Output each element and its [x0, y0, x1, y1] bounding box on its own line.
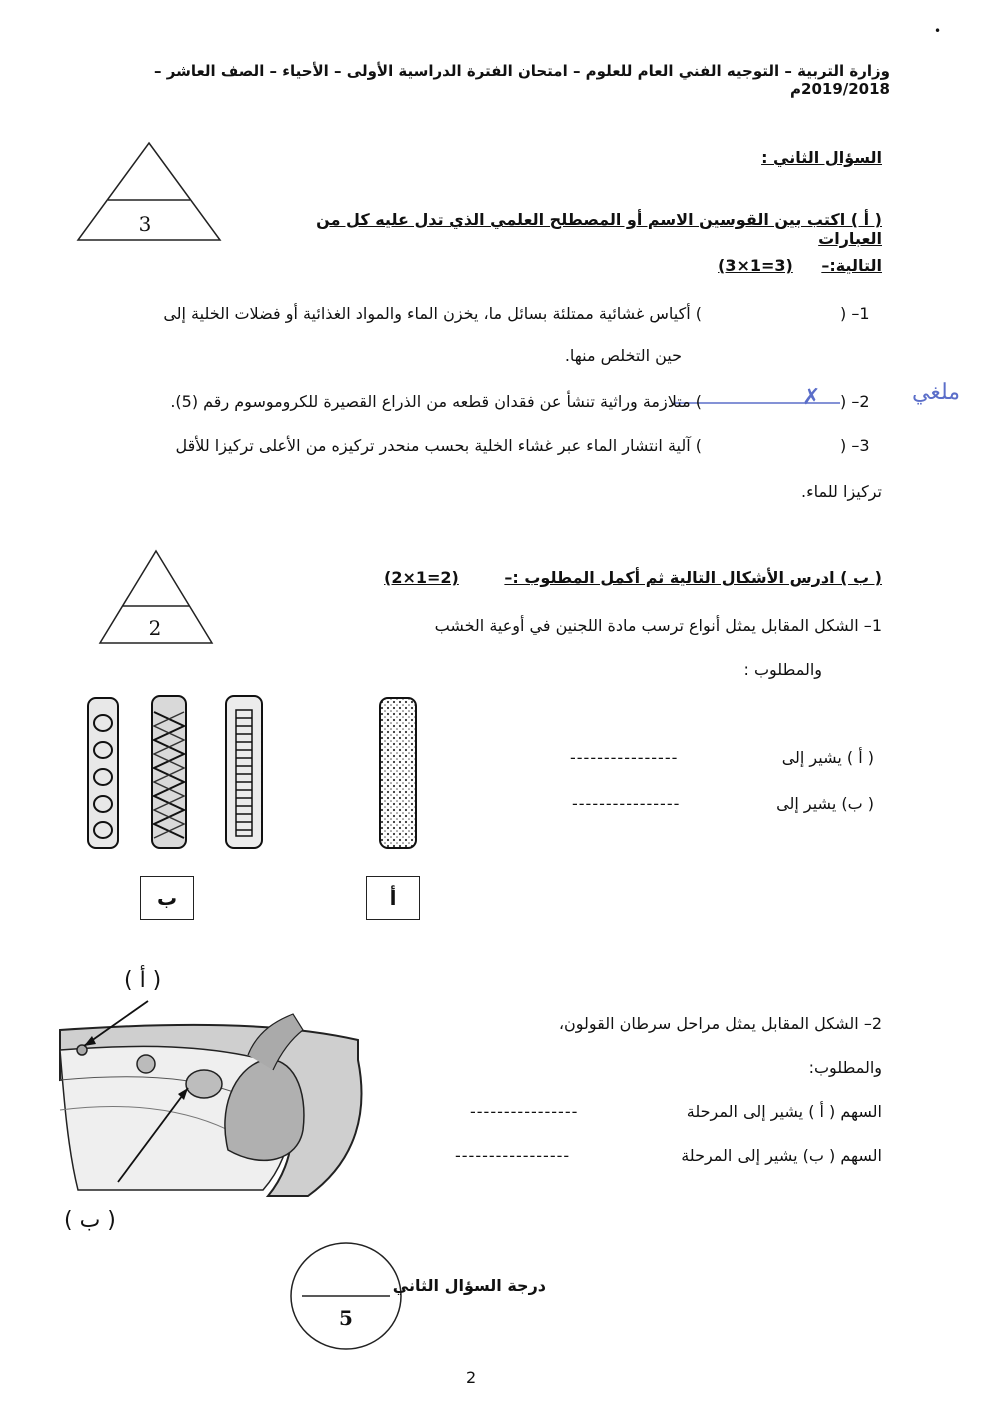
- item-3-text-cont: تركيزا للماء.: [801, 482, 882, 501]
- item-2-num: 2–: [851, 392, 870, 411]
- item-1-num: 1–: [851, 304, 870, 323]
- label-box-a: أ: [366, 876, 420, 920]
- total-score-label: درجة السؤال الثاني: [392, 1276, 546, 1295]
- item-2-number: [840, 392, 870, 411]
- xylem-vessels-figure: [80, 688, 430, 858]
- arrow-label-b: ( ب ): [64, 1208, 116, 1233]
- grade-b-value: 2: [148, 616, 162, 640]
- fig1-answer-a-blank[interactable]: ----------------: [570, 748, 679, 767]
- fig2-text: 2– الشكل المقابل يمثل مراحل سرطان القولون،: [558, 1014, 882, 1033]
- total-score-value: 5: [339, 1306, 353, 1330]
- fig1-required: والمطلوب :: [743, 660, 822, 679]
- fig1-answer-a-label: ( أ ) يشير إلى: [781, 748, 874, 767]
- colon-cancer-figure: [58, 1000, 378, 1200]
- item-3-text: ) آلية انتشار الماء عبر غشاء الخلية بحسب منحدر تركيزه من الأعلى تركيزا للأقل: [175, 436, 702, 455]
- corner-mark: •: [934, 24, 942, 38]
- item-1-text-cont: حين التخلص منها.: [564, 346, 682, 365]
- item-1-open-paren: (: [840, 304, 847, 323]
- question-title: السؤال الثاني :: [761, 148, 882, 167]
- item-1-number: [840, 304, 870, 323]
- item-2-open-paren: (: [840, 392, 847, 411]
- fig1-answer-b-label: ( ب) يشير إلى: [776, 794, 874, 813]
- xylem-vessel-spiral: [152, 696, 186, 848]
- fig2-required: والمطلوب:: [808, 1058, 882, 1077]
- xylem-vessel-scalariform: [226, 696, 262, 848]
- fig2-answer-a-label: السهم ( أ ) يشير إلى المرحلة: [686, 1102, 882, 1121]
- fig1-answer-b-blank[interactable]: ----------------: [572, 794, 681, 813]
- part-a-instruction-cont: التالية:–: [821, 256, 882, 275]
- grade-a-value: 3: [138, 212, 152, 236]
- part-a-instruction: ( أ ) اكتب بين القوسين الاسم أو المصطلح العلمي الذي تدل عليه كل من العبارات: [316, 210, 882, 248]
- exam-header: وزارة التربية – التوجيه الفني العام للعلوم – امتحان الفترة الدراسية الأولى – الأحياء – الصف العاشر – 2019/2018م: [154, 62, 890, 98]
- handwritten-note: ملغي: [912, 380, 961, 405]
- item-3-number: [840, 436, 870, 455]
- page-number: 2: [466, 1368, 477, 1387]
- xylem-vessel-pitted: [380, 698, 416, 848]
- fig2-answer-b-label: السهم ( ب) يشير إلى المرحلة: [681, 1146, 882, 1165]
- item-1-text: ) أكياس غشائية ممتلئة بسائل ما، يخزن الماء والمواد الغذائية أو فضلات الخلية إلى: [163, 304, 702, 323]
- arrow-label-a: ( أ ): [124, 968, 162, 993]
- fig1-text: 1– الشكل المقابل يمثل أنواع ترسب مادة اللجنين في أوعية الخشب: [434, 616, 882, 635]
- item-3-open-paren: (: [840, 436, 847, 455]
- label-box-b: ب: [140, 876, 194, 920]
- item-2-cross-mark: ✗: [802, 385, 821, 410]
- item-3-num: 3–: [851, 436, 870, 455]
- part-b-marks: (2×1=2): [384, 568, 459, 587]
- fig2-answer-b-blank[interactable]: -----------------: [455, 1146, 571, 1165]
- total-score-circle: [288, 1240, 404, 1352]
- fig2-answer-a-blank[interactable]: ----------------: [470, 1102, 579, 1121]
- item-2-text: ) متلازمة وراثية تنشأ عن فقدان قطعه من الذراع القصيرة للكروموسوم رقم (5).: [170, 392, 702, 411]
- xylem-vessel-annular: [88, 698, 118, 848]
- part-a-marks: (3×1=3): [718, 256, 793, 275]
- part-b-instruction: ( ب ) ادرس الأشكال التالية ثم أكمل المطلوب :–: [504, 568, 882, 587]
